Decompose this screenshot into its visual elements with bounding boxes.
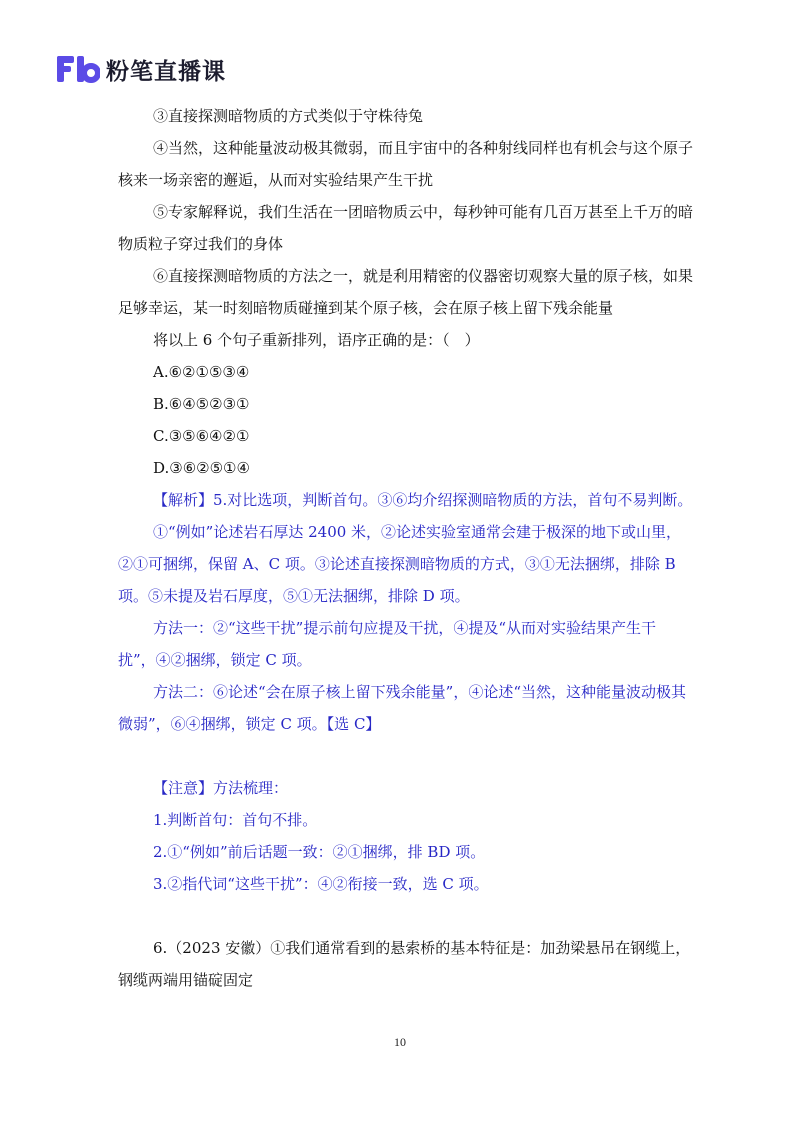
question-prompt: 将以上 6 个句子重新排列，语序正确的是：（ ） [153, 331, 480, 349]
analysis-binding: ①“例如”论述岩石厚达 2400 米，②论述实验室通常会建于极深的地下或山里，②①可捆绑，保留 A、C 项。③论述直接探测暗物质的方式，③①无法捆绑，排除 B 项。⑤未提及岩石厚度，⑤①无法捆绑，排除 D 项。 [118, 523, 682, 605]
sentence-3: ③直接探测暗物质的方式类似于守株待兔 [153, 107, 424, 125]
brand-title: 粉笔直播课 [106, 58, 226, 85]
note-item-3: 3.②指代词“这些干扰”：④②衔接一致，选 C 项。 [153, 875, 489, 893]
option-d: D.③⑥②⑤①④ [153, 459, 250, 477]
sentence-6: ⑥直接探测暗物质的方法之一，就是利用精密的仪器密切观察大量的原子核，如果足够幸运，某一时刻暗物质碰撞到某个原子核，会在原子核上留下残余能量 [118, 267, 694, 317]
note-item-1: 1.判断首句：首句不排。 [153, 811, 318, 829]
spacer [118, 740, 693, 772]
next-question: 6.（2023 安徽）①我们通常看到的悬索桥的基本特征是：加劲梁悬吊在钢缆上，钢缆两端用锚碇固定 [118, 939, 691, 989]
option-c: C.③⑤⑥④②① [153, 427, 250, 445]
analysis-intro: 【解析】5.对比选项，判断首句。③⑥均介绍探测暗物质的方法，首句不易判断。 [153, 491, 693, 509]
analysis-method-1: 方法一：②“这些干扰”提示前句应提及干扰，④提及“从而对实验结果产生干扰”，④②捆绑，锁定 C 项。 [118, 619, 657, 669]
option-a: A.⑥②①⑤③④ [153, 363, 250, 381]
sentence-4: ④当然，这种能量波动极其微弱，而且宇宙中的各种射线同样也有机会与这个原子核来一场亲密的邂逅，从而对实验结果产生干扰 [118, 139, 694, 189]
analysis-method-2: 方法二：⑥论述“会在原子核上留下残余能量”，④论述“当然，这种能量波动极其微弱”，⑥④捆绑，锁定 C 项。【选 C】 [118, 683, 687, 733]
option-b: B.⑥④⑤②③① [153, 395, 250, 413]
note-title: 【注意】方法梳理： [153, 779, 289, 797]
page-header [56, 52, 226, 86]
spacer [118, 900, 693, 932]
sentence-5: ⑤专家解释说，我们生活在一团暗物质云中，每秒钟可能有几百万甚至上千万的暗物质粒子穿过我们的身体 [118, 203, 694, 253]
page-number: 10 [394, 1035, 406, 1049]
page-content [118, 100, 693, 996]
fenbi-logo-icon [56, 54, 100, 84]
note-item-2: 2.①“例如”前后话题一致：②①捆绑，排 BD 项。 [153, 843, 486, 861]
